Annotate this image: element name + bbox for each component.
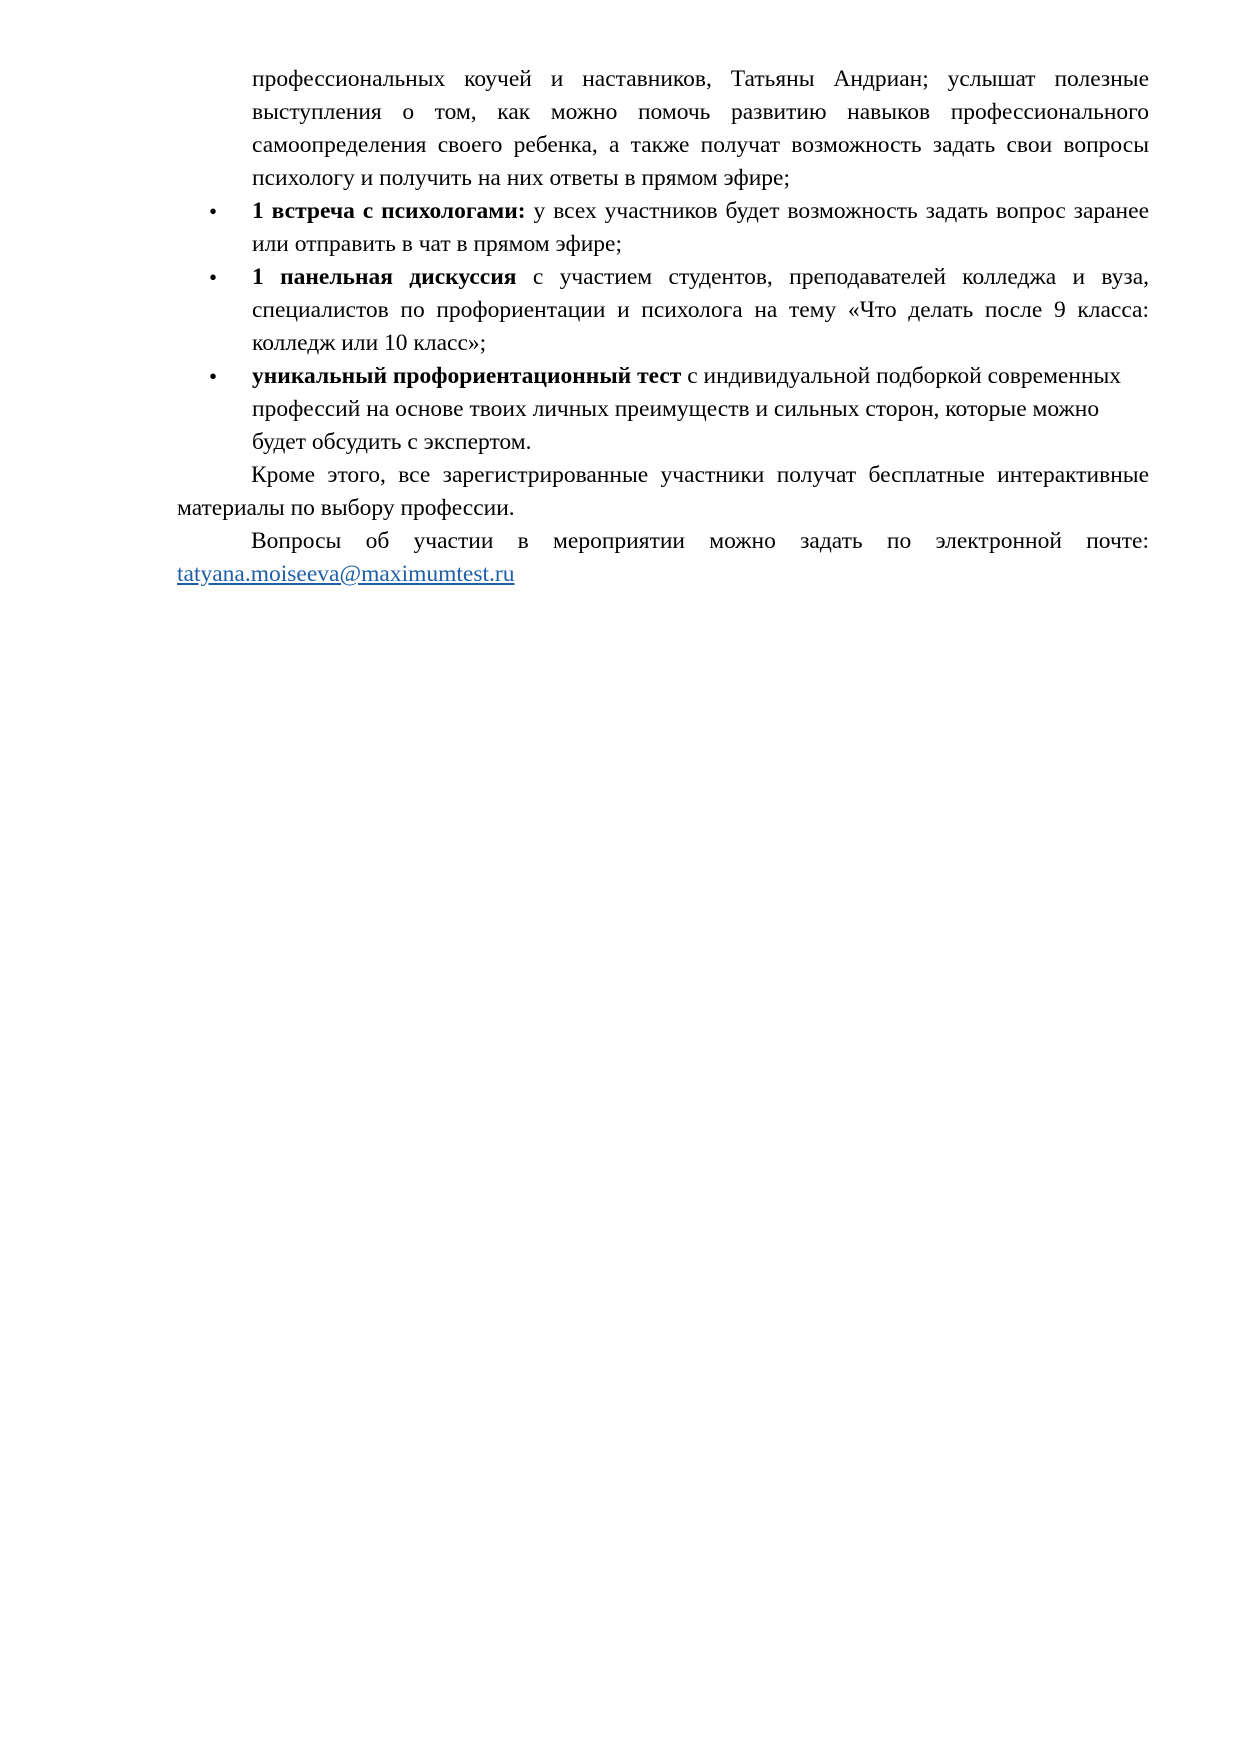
contact-email-link[interactable]: tatyana.moiseeva@maximumtest.ru <box>177 561 515 587</box>
list-item-career-test <box>209 360 1149 459</box>
document-page <box>177 63 1149 591</box>
contact-text: Вопросы об участии в мероприятии можно задать по электронной почте: <box>251 528 1149 554</box>
activity-list <box>177 195 1149 459</box>
list-item-text: у всех участников будет возможность задать вопрос заранее или отправить в чат в прямом эфире; <box>252 198 1149 257</box>
bullet-icon: • <box>209 265 218 290</box>
list-item-bold-label: 1 встреча с психологами: <box>252 198 526 224</box>
list-item-bold-label: уникальный профориентационный тест <box>252 363 682 389</box>
contact-paragraph <box>177 525 1149 591</box>
intro-continued-text: профессиональных коучей и наставников, Татьяны Андриан; услышат полезные выступления о том, как можно помочь развитию навыков профессионального самоопределения своего ребенка, а также получат возможность задать свои вопросы психологу и получить на них ответы в прямом эфире; <box>252 66 1149 191</box>
list-item-text: с индивидуальной подборкой современных профессий на основе твоих личных преимуществ и сильных сторон, которые можно будет обсудить с экспертом. <box>252 363 1122 455</box>
list-item-text: с участием студентов, преподавателей колледжа и вуза, специалистов по профориентации и психолога на тему «Что делать после 9 класса: колледж или 10 класс»; <box>252 264 1150 356</box>
list-item-bold-label: 1 панельная дискуссия <box>252 264 517 290</box>
list-item-panel-discussion <box>209 261 1150 360</box>
bullet-icon: • <box>209 364 218 389</box>
extra-materials-paragraph: Кроме этого, все зарегистрированные участники получат бесплатные интерактивные материалы по выбору профессии. <box>177 462 1149 521</box>
bullet-icon: • <box>209 199 218 224</box>
list-item-psychologists-meeting <box>209 195 1149 261</box>
